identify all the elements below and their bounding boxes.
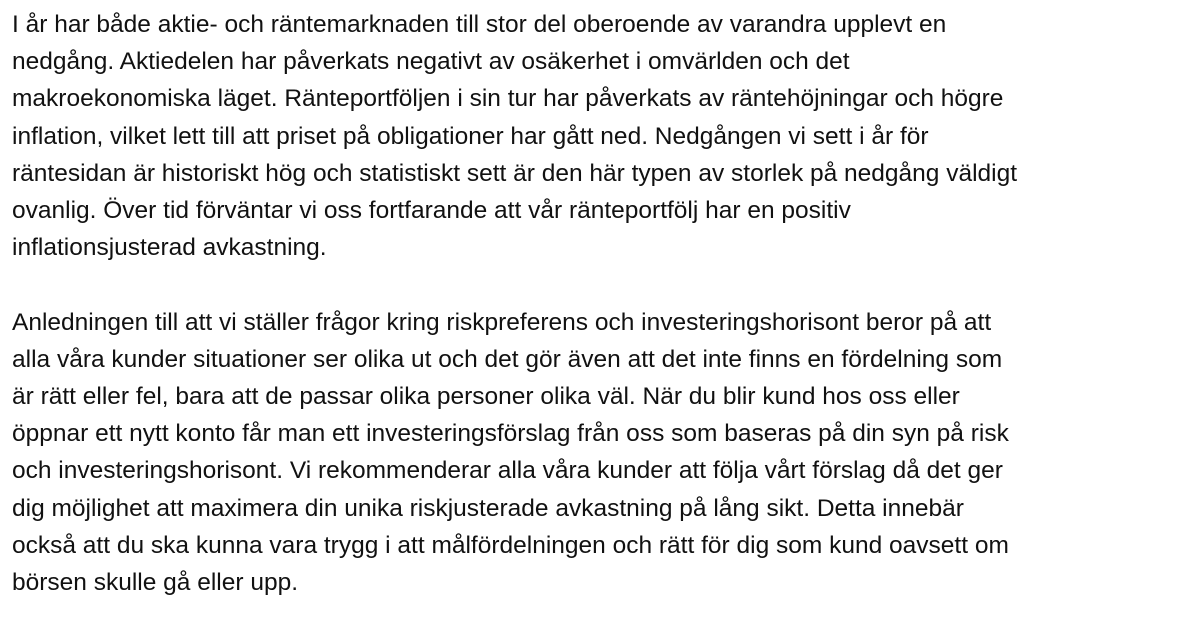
text-line: nedgång. Aktiedelen har påverkats negativt av osäkerhet i omvärlden och det xyxy=(12,48,850,76)
text-line: alla våra kunder situationer ser olika ut och det gör även att det inte finns en fördelning som xyxy=(12,345,1003,373)
paragraph-risk-preference xyxy=(12,304,1198,602)
text-line: inflationsjusterad avkastning. xyxy=(12,234,327,262)
text-line: öppnar ett nytt konto får man ett investeringsförslag från oss som baseras på din syn på risk xyxy=(12,420,1009,448)
text-line: och investeringshorisont. Vi rekommenderar alla våra kunder att följa vårt förslag då det ger xyxy=(12,457,1003,485)
document-body xyxy=(12,0,1198,601)
text-line: dig möjlighet att maximera din unika riskjusterade avkastning på lång sikt. Detta innebär xyxy=(12,494,964,522)
text-line: börsen skulle gå eller upp. xyxy=(12,569,299,597)
text-line: ovanlig. Över tid förväntar vi oss fortfarande att vår ränteportfölj har en positiv xyxy=(12,197,851,225)
text-line: också att du ska kunna vara trygg i att målfördelningen och rätt för dig som kund oavsett om xyxy=(12,531,1009,559)
text-line: Anledningen till att vi ställer frågor kring riskpreferens och investeringshorisont beror på att xyxy=(12,308,992,336)
text-line: är rätt eller fel, bara att de passar olika personer olika väl. När du blir kund hos oss eller xyxy=(12,383,960,411)
text-line: inflation, vilket lett till att priset på obligationer har gått ned. Nedgången vi sett i år för xyxy=(12,122,929,150)
text-line: makroekonomiska läget. Ränteportföljen i sin tur har påverkats av räntehöjningar och högre xyxy=(12,85,1004,113)
paragraph-spacer xyxy=(12,266,1198,303)
text-line: I år har både aktie- och räntemarknaden till stor del oberoende av varandra upplevt en xyxy=(12,11,947,38)
text-line: räntesidan är historiskt hög och statistiskt sett är den här typen av storlek på nedgång väldigt xyxy=(12,159,1018,187)
paragraph-market-decline xyxy=(12,0,1198,266)
